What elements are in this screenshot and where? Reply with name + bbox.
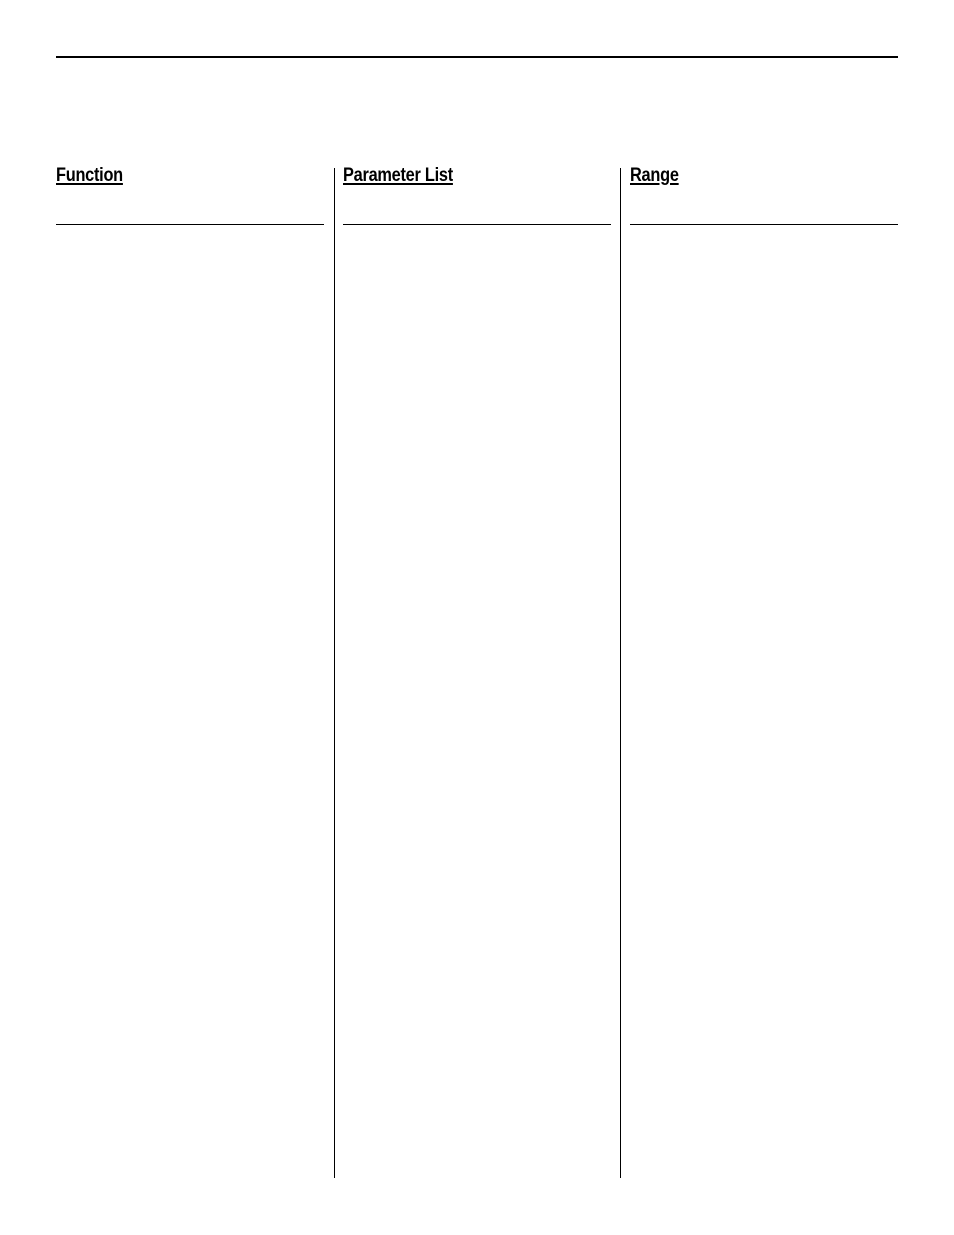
function-column-body xyxy=(56,232,324,1172)
parameter-list-column-body xyxy=(343,232,611,1172)
range-heading-rule xyxy=(630,224,898,225)
parameter-list-heading-rule xyxy=(343,224,611,225)
column-divider-2 xyxy=(620,168,621,1178)
range-heading: Range xyxy=(630,165,679,186)
column-divider-1 xyxy=(334,168,335,1178)
function-heading-rule xyxy=(56,224,324,225)
parameter-list-heading: Parameter List xyxy=(343,165,453,186)
top-rule xyxy=(56,56,898,58)
range-column-body xyxy=(630,232,898,1172)
function-heading: Function xyxy=(56,165,123,186)
